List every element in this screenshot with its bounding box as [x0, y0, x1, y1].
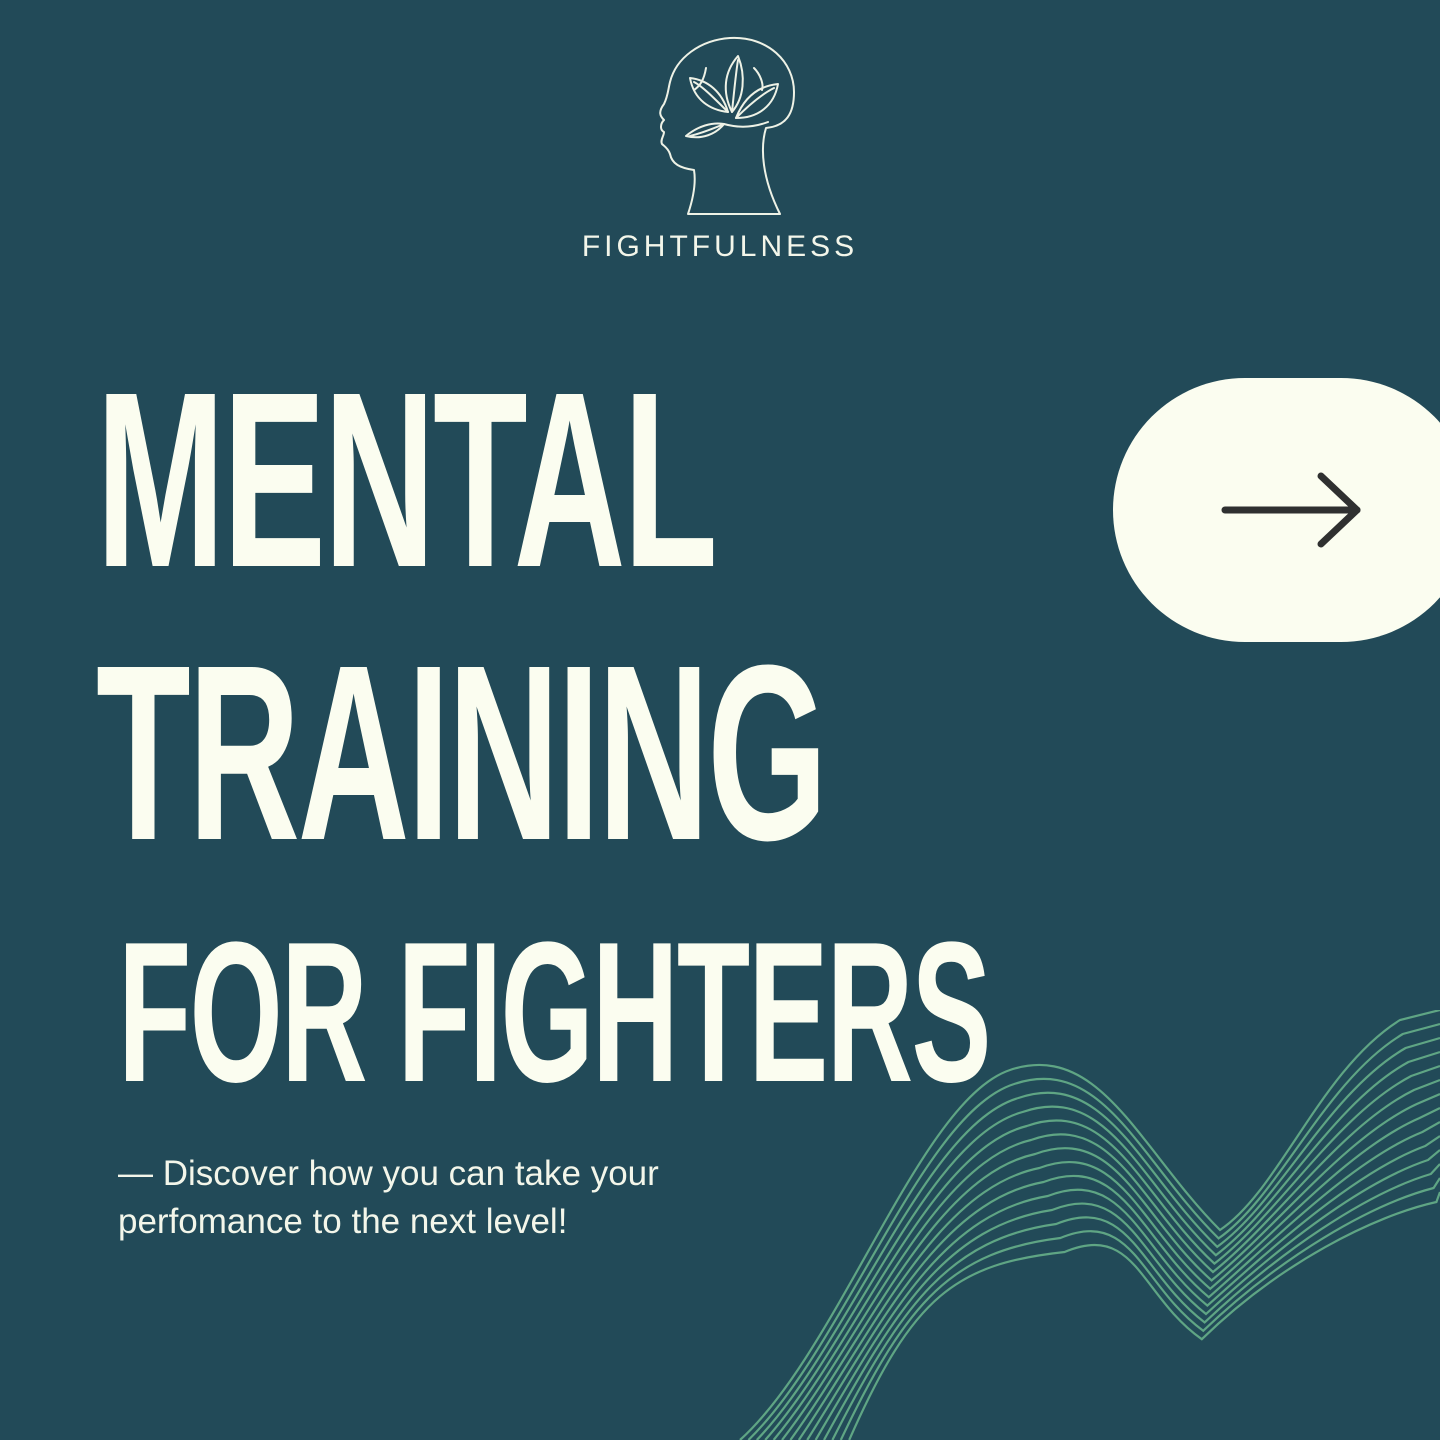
headline-line-2: TRAINING	[96, 613, 826, 892]
wave-line	[757, 1038, 1440, 1440]
wave-line	[799, 1108, 1440, 1440]
topographic-waves-decoration	[720, 1010, 1440, 1440]
wave-line	[849, 1192, 1440, 1440]
arrow-right-icon	[1217, 460, 1367, 560]
head-with-leaves-icon	[620, 28, 820, 224]
wave-line	[824, 1150, 1440, 1440]
next-button[interactable]	[1113, 378, 1440, 642]
headline-line-3: FOR FIGHTERS	[118, 901, 990, 1124]
subtext-line-2: perfomance to the next level!	[118, 1202, 568, 1241]
subtext	[118, 1150, 818, 1246]
subtext-line-1: — Discover how you can take your	[118, 1154, 659, 1193]
brand-name: FIGHTFULNESS	[581, 230, 859, 263]
wave-line	[740, 1010, 1440, 1440]
headline-line-1: MENTAL	[96, 340, 716, 619]
